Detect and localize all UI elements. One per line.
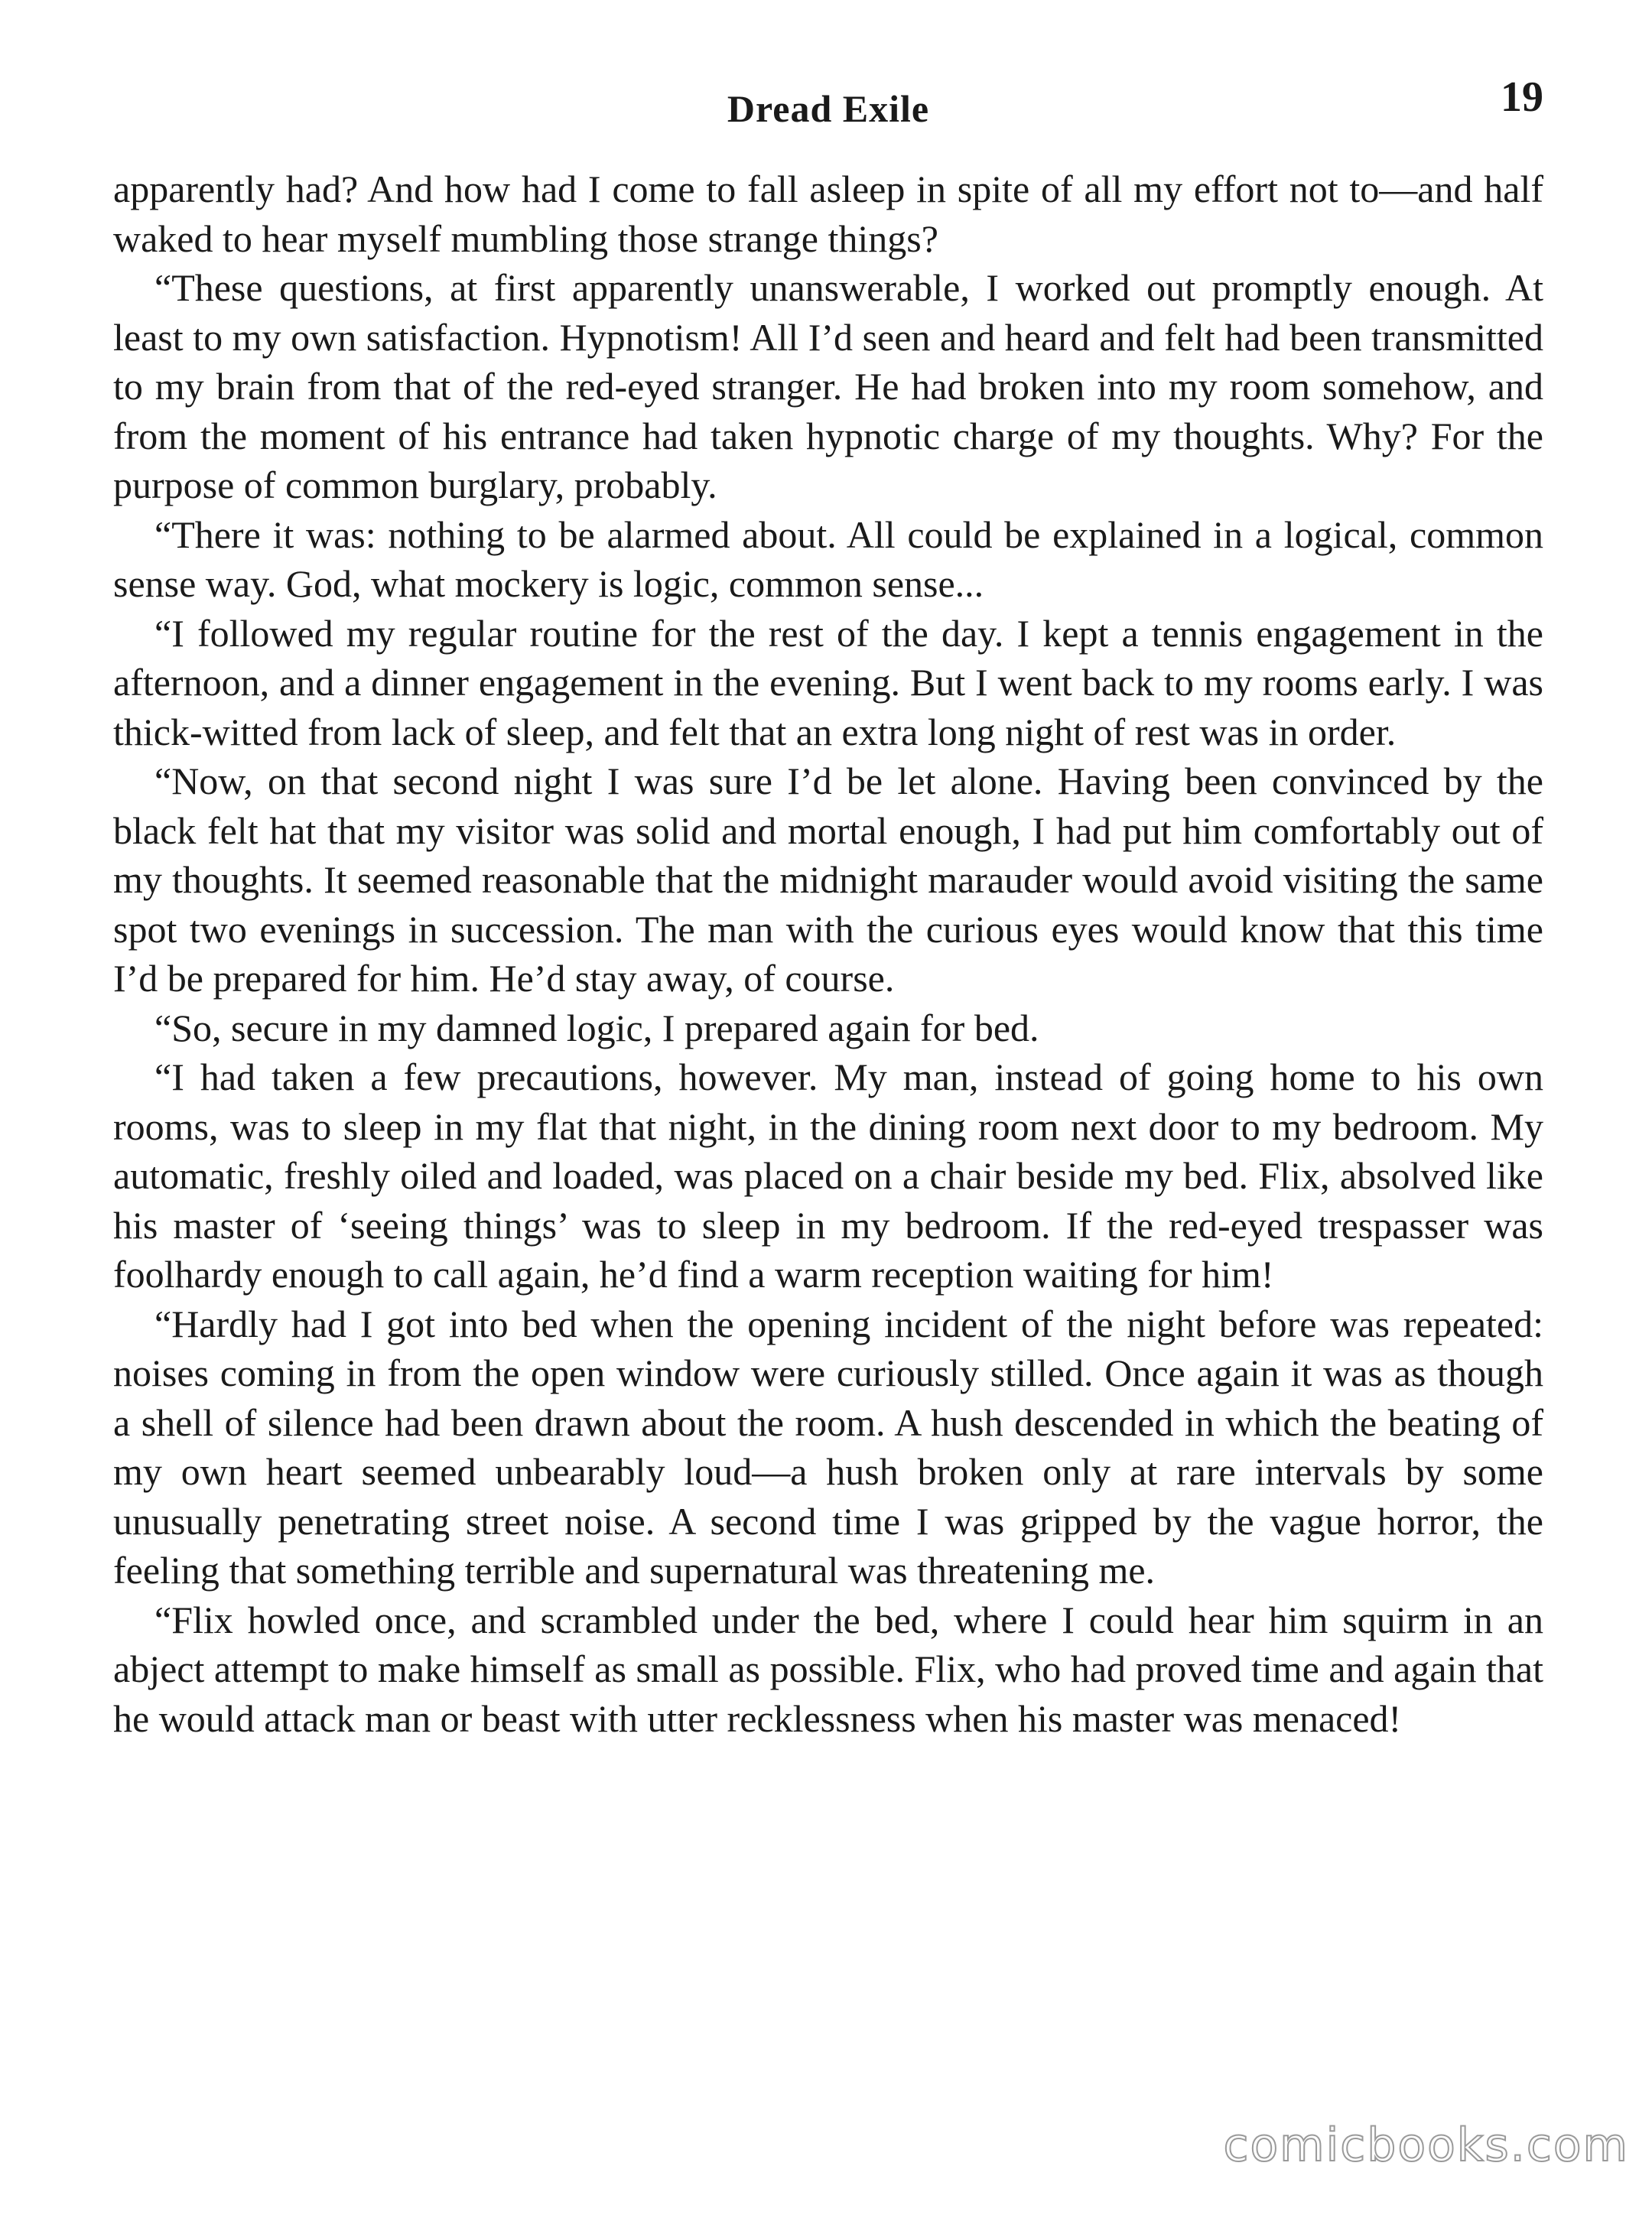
paragraph: “I followed my regular routine for the rest of the day. I kept a tennis engagement in the afternoon, and a dinner engagement in the evening. But I went back to my rooms early. I was thick-witted from lack of sleep, and felt that an extra long night of rest was in order. [113,611,1543,753]
page-number: 19 [1501,73,1543,121]
body-text [113,164,1543,1743]
paragraph: “These questions, at first apparently unanswerable, I worked out promptly enough. At least to my own satisfaction. Hypnotism! All I’d seen and heard and felt had been transmitted to my brain from that of the red-eyed stranger. He had broken into my room somehow, and from the moment of his entrance had taken hypnotic charge of my thoughts. Why? For the purpose of common burglary, probably. [113,266,1543,506]
paragraph: “So, secure in my damned logic, I prepared again for bed. [154,1006,1039,1049]
running-title: Dread Exile [727,87,930,130]
paragraph: “Flix howled once, and scrambled under the bed, where I could hear him squirm in an abject attempt to make himself as small as possible. Flix, who had proved time and again that he would attack man or beast with utter recklessness when his master was menaced! [113,1598,1543,1740]
page-header [113,73,1543,164]
paragraph: “Hardly had I got into bed when the opening incident of the night before was repeated: noises coming in from the open window were curiously stilled. Once again it was as though a shell of silence had been drawn about the room. A hush descended in which the beating of my own heart seemed unbearably loud—a hush broken only at rare intervals by some unusually penetrating street noise. A second time I was gripped by the vague horror, the feeling that something terrible and supernatural was threatening me. [113,1302,1543,1592]
watermark: comicbooks.com [1223,2119,1629,2172]
book-page [113,73,1543,1743]
paragraph: “Now, on that second night I was sure I’d be let alone. Having been convinced by the black felt hat that my visitor was solid and mortal enough, I had put him comfortably out of my thoughts. It seemed reasonable that the midnight marauder would avoid visiting the same spot two evenings in succession. The man with the curious eyes would know that this time I’d be prepared for him. He’d stay away, of course. [113,759,1543,1000]
paragraph: “I had taken a few precautions, however. My man, instead of going home to his own rooms, was to sleep in my flat that night, in the dining room next door to my bedroom. My automatic, freshly oiled and loaded, was placed on a chair beside my bed. Flix, absolved like his master of ‘seeing things’ was to sleep in my bedroom. If the red-eyed trespasser was foolhardy enough to call again, he’d find a warm reception waiting for him! [113,1055,1543,1296]
paragraph: “There it was: nothing to be alarmed about. All could be explained in a logical, common sense way. God, what mockery is logic, common sense... [113,512,1543,605]
paragraph: apparently had? And how had I come to fall asleep in spite of all my effort not to—and half waked to hear myself mumbling those strange things? [113,167,1543,260]
